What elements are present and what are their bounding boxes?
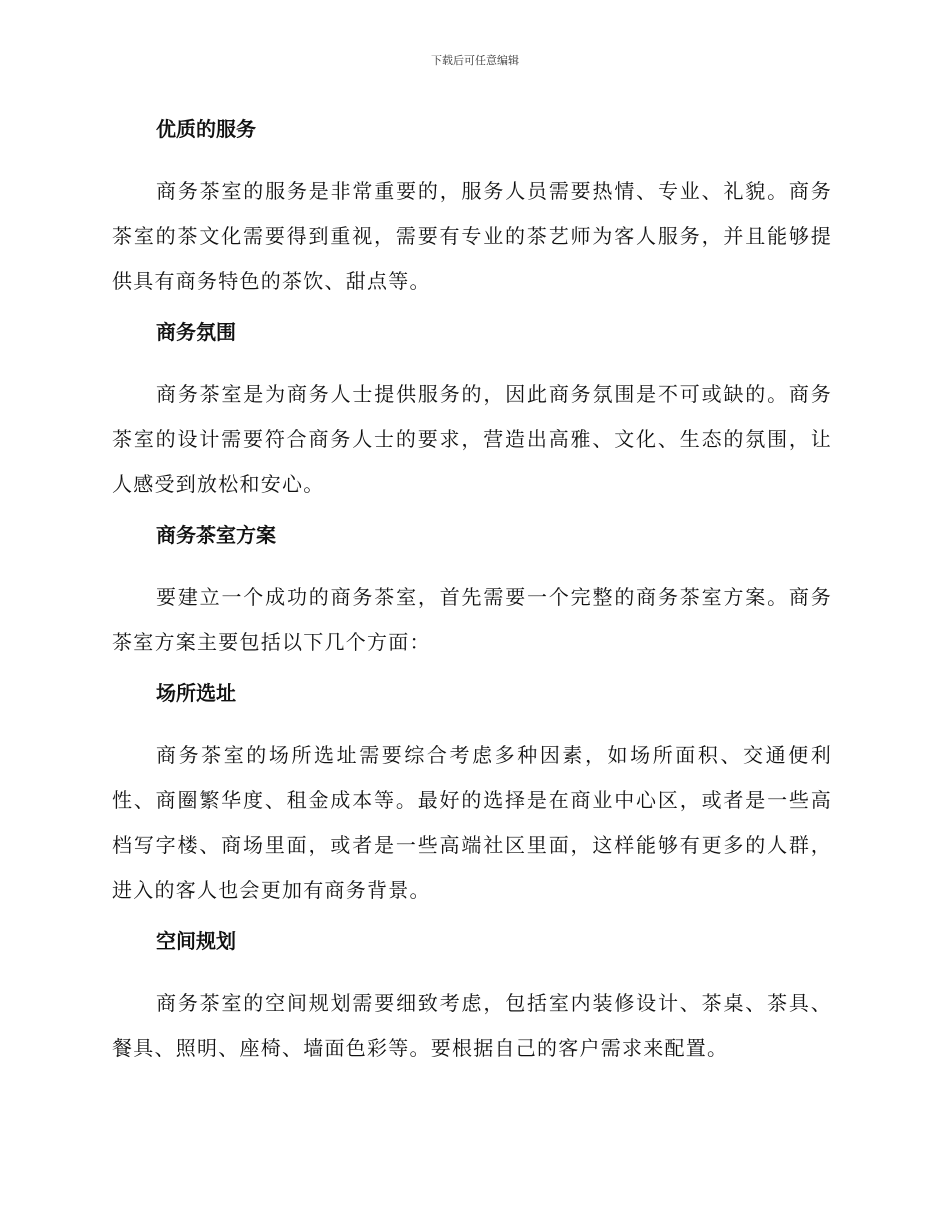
section-heading: 空间规划 (156, 929, 236, 953)
section-heading: 商务氛围 (156, 320, 236, 344)
section-paragraph: 要建立一个成功的商务茶室，首先需要一个完整的商务茶室方案。商务茶室方案主要包括以下几个方面： (112, 585, 832, 654)
page-header: 下载后可任意编辑 (431, 54, 519, 67)
section-heading: 场所选址 (156, 681, 236, 705)
section-paragraph: 商务茶室的服务是非常重要的，服务人员需要热情、专业、礼貌。商务茶室的茶文化需要得到重视，需要有专业的茶艺师为客人服务，并且能够提供具有商务特色的茶饮、甜点等。 (112, 179, 832, 293)
section-business-atmosphere (112, 316, 832, 507)
section-quality-service (112, 113, 832, 304)
section-site-selection (112, 677, 832, 913)
document-body (112, 113, 832, 1083)
section-paragraph: 商务茶室是为商务人士提供服务的，因此商务氛围是不可或缺的。商务茶室的设计需要符合商务人士的要求，营造出高雅、文化、生态的氛围，让人感受到放松和安心。 (112, 382, 832, 496)
section-paragraph: 商务茶室的场所选址需要综合考虑多种因素，如场所面积、交通便利性、商圈繁华度、租金成本等。最好的选择是在商业中心区，或者是一些高档写字楼、商场里面，或者是一些高端社区里面，这样能够有更多的人群，进入的客人也会更加有商务背景。 (112, 743, 832, 902)
section-heading: 商务茶室方案 (156, 523, 276, 547)
section-heading: 优质的服务 (156, 117, 256, 141)
section-paragraph: 商务茶室的空间规划需要细致考虑，包括室内装修设计、茶桌、茶具、餐具、照明、座椅、墙面色彩等。要根据自己的客户需求来配置。 (112, 991, 832, 1060)
section-space-planning (112, 925, 832, 1071)
section-teahouse-plan (112, 519, 832, 665)
